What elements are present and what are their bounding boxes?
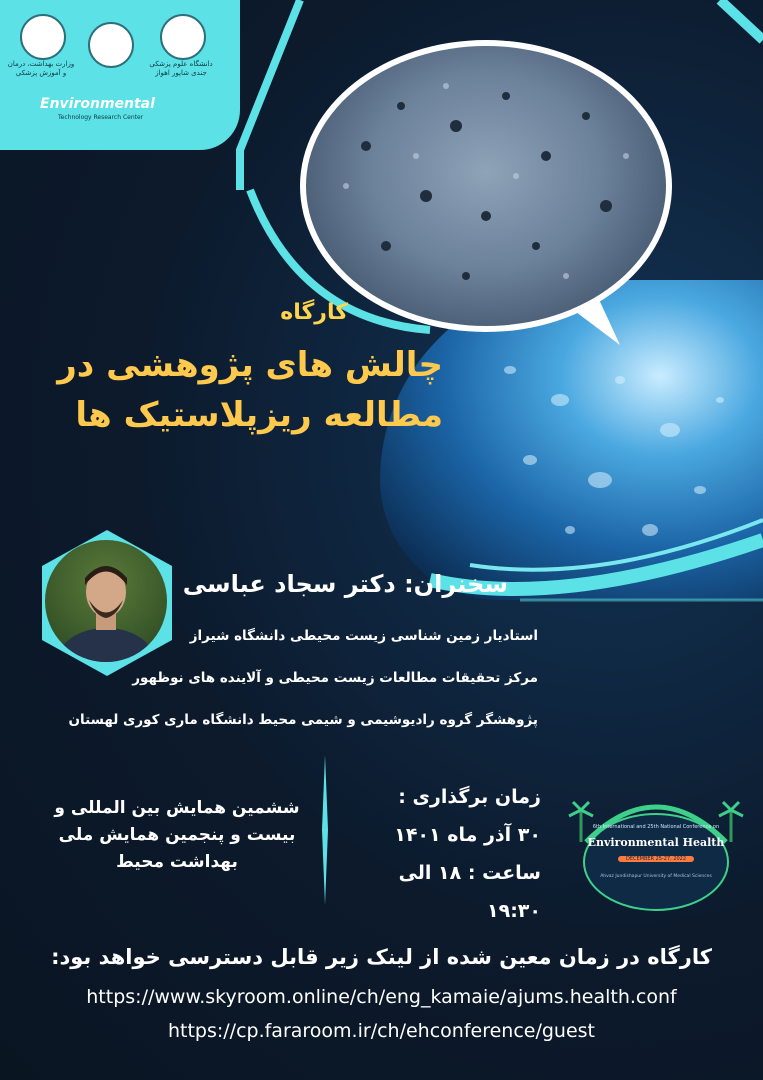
conference-line-3: بهداشت محیط	[116, 852, 238, 872]
university-caption: دانشگاه علوم پزشکی جندی شاپور اهواز	[149, 60, 213, 77]
conference-line-1: ششمین همایش بین المللی و	[54, 798, 300, 818]
access-note: کارگاه در زمان معین شده از لینک زیر قابل دسترسی خواهد بود:	[51, 945, 712, 969]
title-line-1: چالش های پژوهشی در	[57, 345, 443, 385]
skyroom-link[interactable]: https://www.skyroom.online/ch/eng_kamaie/ajums.health.conf	[86, 986, 677, 1008]
speaker-affiliation-1: استادیار زمین شناسی زیست محیطی دانشگاه شیراز	[189, 628, 538, 644]
conference-line-2: بیست و پنجمین همایش ملی	[58, 825, 296, 845]
conference-logo-top: 6th International and 25th National Conference on	[592, 824, 720, 830]
conference-block	[42, 795, 312, 876]
schedule-block	[371, 778, 541, 930]
workshop-title	[43, 340, 443, 440]
conference-logo-name: Environmental Health	[587, 836, 725, 849]
university-logo-icon	[88, 22, 134, 68]
conference-logo-bottom: Ahvaz Jundishapur University of Medical Sciences	[600, 874, 712, 879]
speaker-affiliation-3: پژوهشگر گروه رادیوشیمی و شیمی محیط دانشگاه ماری کوری لهستان	[68, 712, 538, 728]
schedule-time: ساعت : ۱۸ الی ۱۹:۳۰	[398, 862, 541, 922]
schedule-heading: زمان برگذاری :	[398, 786, 541, 808]
speaker-name: سخنران: دکتر سجاد عباسی	[182, 570, 508, 598]
title-line-2: مطالعه ریزپلاستیک ها	[75, 395, 443, 435]
institute-logo-icon	[160, 14, 206, 60]
conference-logo	[566, 782, 746, 912]
microplastic-particles-icon	[306, 46, 666, 326]
schedule-date: ۳۰ آذر ماه ۱۴۰۱	[394, 824, 541, 846]
speaker-photo	[45, 540, 167, 662]
fararoom-link[interactable]: https://cp.fararoom.ir/ch/ehconference/guest	[167, 1020, 596, 1042]
conference-logo-dates: DECEMBER 25-27, 2022	[618, 856, 694, 862]
ministry-caption: وزارت بهداشت، درمان و آموزش پزشکی	[7, 60, 75, 77]
ministry-logo-icon	[20, 14, 66, 60]
environmental-logo-sub: Technology Research Center	[58, 114, 144, 121]
workshop-label: کارگاه	[280, 300, 348, 325]
environmental-logo: Environmental	[40, 96, 155, 112]
divider	[322, 755, 328, 905]
microscope-image	[300, 40, 672, 332]
speaker-affiliation-2: مرکز تحقیقات مطالعات زیست محیطی و آلاینده های نوظهور	[132, 670, 538, 686]
speaker-avatar-icon	[45, 540, 167, 662]
